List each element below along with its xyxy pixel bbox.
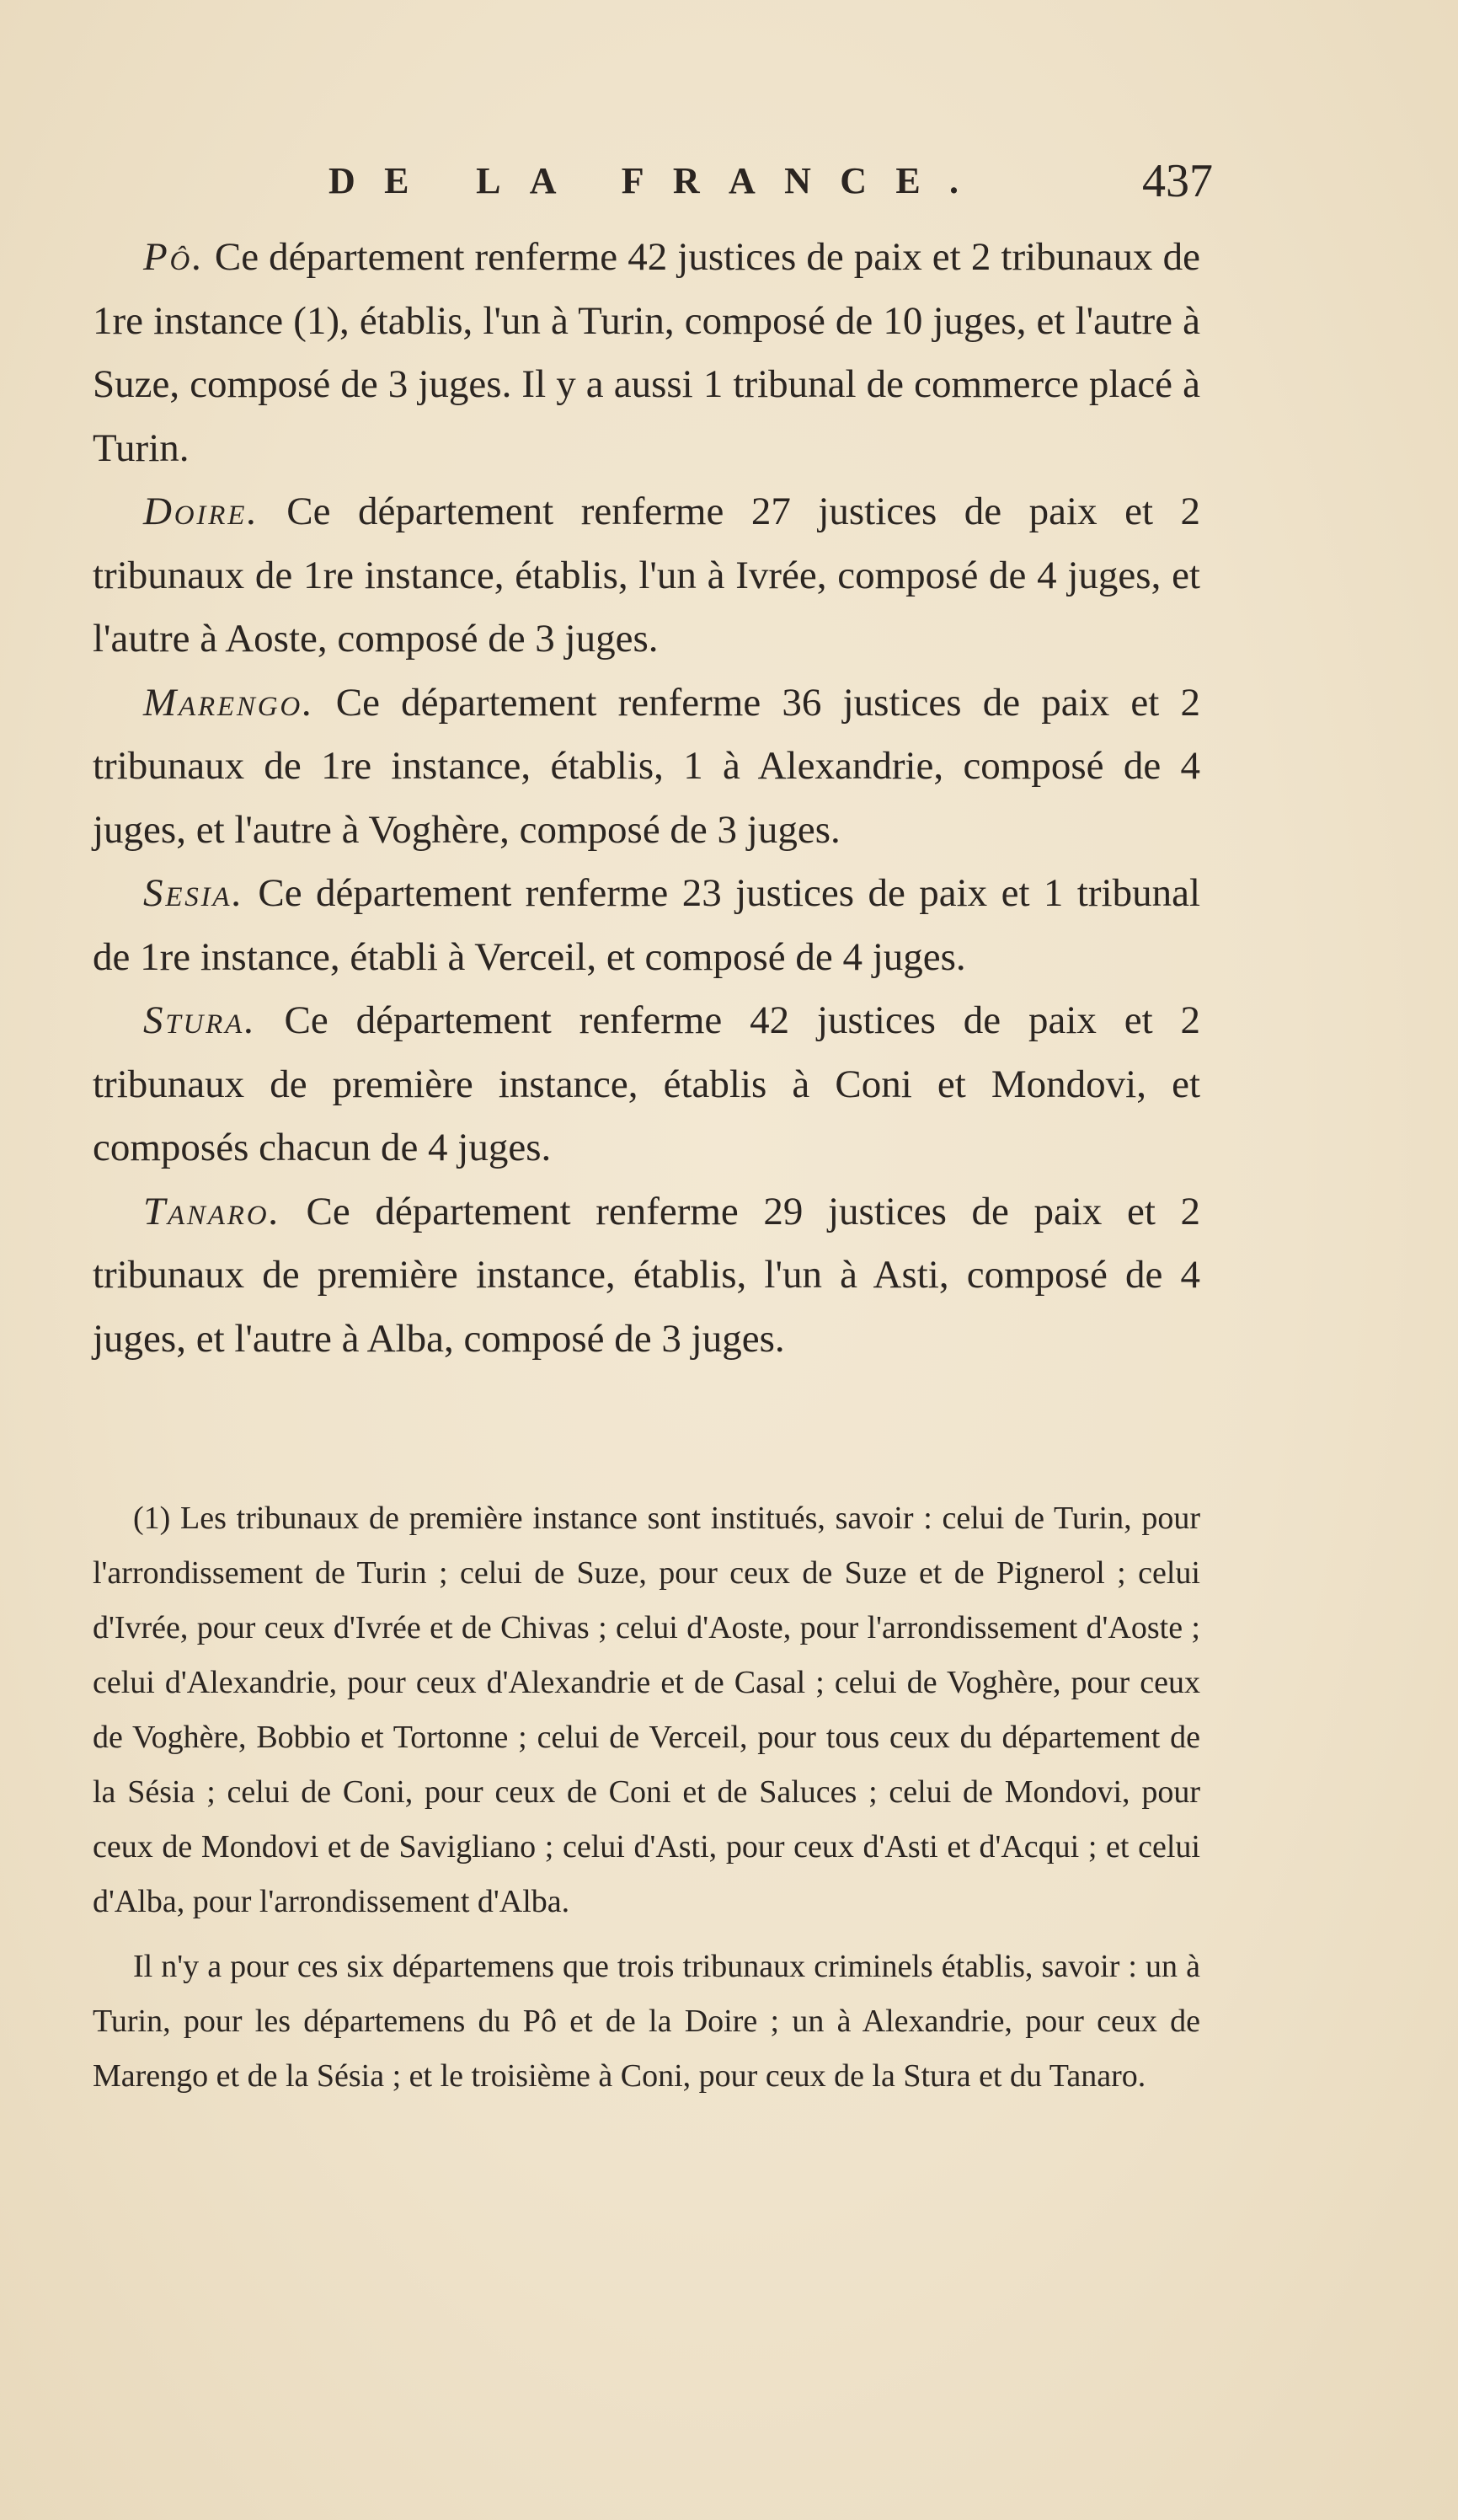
paragraph-text: Ce département renferme 42 justices de paix et 2 tribunaux de première instance, établis à Coni et Mondovi, et composés chacun de 4 juges. <box>93 998 1200 1169</box>
department-name: Doire. <box>143 490 259 533</box>
paragraph-stura <box>93 989 1200 1180</box>
paragraph-text: Ce département renferme 42 justices de paix et 2 tribunaux de 1re instance (1), établis, l'un à Turin, composé de 10 juges, et l'autre à Suze, composé de 3 juges. Il y a aussi 1 tribunal de commerce placé à Turin. <box>93 235 1200 470</box>
footnote-1: (1) Les tribunaux de première instance sont institués, savoir : celui de Turin, pour l'arrondissement de Turin ; celui de Suze, pour ceux de Suze et de Pignerol ; celui d'Ivrée, pour ceux d'Ivrée et de Chivas ; celui d'Aoste, pour l'arrondissement d'Aoste ; celui d'Alexandrie, pour ceux d'Alexandrie et de Casal ; celui de Voghère, pour ceux de Voghère, Bobbio et Tortonne ; celui de Verceil, pour tous ceux du département de la Sésia ; celui de Coni, pour ceux de Coni et de Saluces ; celui de Mondovi, pour ceux de Mondovi et de Savigliano ; celui d'Asti, pour ceux d'Asti et d'Acqui ; et celui d'Alba, pour l'arrondissement d'Alba. <box>93 1501 1200 1919</box>
paragraph-po <box>93 226 1200 480</box>
paragraph-text: Ce département renferme 23 justices de paix et 1 tribunal de 1re instance, établi à Verceil, et composé de 4 juges. <box>93 871 1200 979</box>
paragraph-text: Ce département renferme 27 justices de paix et 2 tribunaux de 1re instance, établis, l'un à Ivrée, composé de 4 juges, et l'autre à Aoste, composé de 3 juges. <box>93 490 1200 661</box>
page-header <box>135 156 1213 223</box>
page-number: 437 <box>1142 155 1213 207</box>
department-name: Stura. <box>143 998 257 1042</box>
paragraph-text: Ce département renferme 36 justices de paix et 2 tribunaux de 1re instance, établis, 1 à Alexandrie, composé de 4 juges, et l'autre à Voghère, composé de 3 juges. <box>93 680 1200 852</box>
department-name: Pô. <box>143 235 205 279</box>
department-name: Tanaro. <box>143 1189 281 1233</box>
main-text <box>93 226 1200 1371</box>
paragraph-marengo <box>93 671 1200 863</box>
paragraph-sesia <box>93 862 1200 989</box>
department-name: Sesia. <box>143 871 244 915</box>
department-name: Marengo. <box>143 680 315 725</box>
paragraph-tanaro <box>93 1180 1200 1372</box>
paragraph-doire <box>93 480 1200 671</box>
paragraph-text: Ce département renferme 29 justices de paix et 2 tribunaux de première instance, établis, l'un à Asti, composé de 4 juges, et l'autre à Alba, composé de 3 juges. <box>93 1189 1200 1361</box>
footnotes <box>93 1491 1200 2104</box>
running-title: DE LA FRANCE. <box>328 160 988 201</box>
footnote-2: Il n'y a pour ces six départemens que trois tribunaux criminels établis, savoir : un à Turin, pour les départemens du Pô et de la Doire ; un à Alexandrie, pour ceux de Marengo et de la Sésia ; et le troisième à Coni, pour ceux de la Stura et du Tanaro. <box>93 1949 1200 2094</box>
